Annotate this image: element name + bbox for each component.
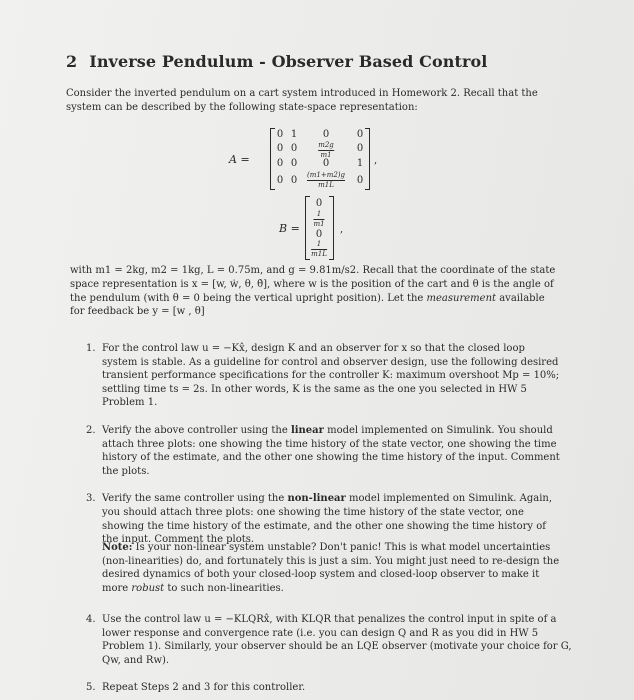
b4-numerator: 1 [316, 240, 322, 248]
note-label: Note: [102, 542, 133, 553]
matrix-b-right-bracket [329, 196, 334, 260]
note-text-post: to such non-linearities. [167, 582, 284, 594]
item-text-pre: Verify the above controller using the [102, 424, 288, 436]
b1: 0 [315, 198, 323, 209]
a43-numerator: (m1+m2)g [307, 171, 345, 179]
list-item [86, 424, 561, 478]
a21: 0 [276, 143, 284, 154]
a14: 0 [356, 129, 364, 140]
item-number: 5. [86, 682, 96, 693]
a31: 0 [276, 158, 284, 169]
matrix-b-comma: , [340, 224, 344, 235]
list-item [86, 613, 577, 667]
a13: 0 [322, 129, 330, 140]
a24: 0 [356, 143, 364, 154]
a41: 0 [276, 175, 284, 186]
parameters-text-2: available for feedback be y = [w , θ] [70, 292, 545, 318]
a11: 0 [276, 129, 284, 140]
item-number: 2. [86, 424, 96, 436]
item-bold: linear [290, 424, 324, 436]
a43-denominator: m1L [318, 181, 334, 189]
a23-denominator: m1 [320, 151, 332, 159]
intro-paragraph: Consider the inverted pendulum on a cart system introduced in Homework 2. Recall that the system can be described by the following state-space representation: [66, 88, 538, 113]
matrix-b-left-bracket [305, 196, 310, 260]
item-text: Use the control law u = −KLQRx̂, with KLQR that penalizes the control input in spite of a lower response and convergence rate (i.e. you can design Q and R as you did in HW 5 Problem 1). Similarly, your observer should be an LQE observer (motivate your choice for G, Qw, and Rw). [102, 614, 572, 666]
matrix-b-label: B = [279, 222, 300, 235]
item-text: Repeat Steps 2 and 3 for this controller. [102, 682, 306, 693]
a44: 0 [356, 175, 364, 186]
item-text-post: model implemented on Simulink. You should attach three plots: one showing the time history of the state vector, one showing the time history of the estimate, and the other one showing the time history of the input. Comment the plots. [102, 424, 560, 477]
matrix-a-right-bracket [365, 128, 370, 190]
a23-fraction [318, 141, 334, 159]
item-number: 1. [86, 343, 96, 354]
a42: 0 [290, 175, 298, 186]
b2-fraction [313, 210, 324, 228]
a43-fraction [307, 171, 345, 189]
item-number: 4. [86, 614, 96, 625]
a23-numerator: m2g [318, 141, 334, 149]
matrix-a-comma: , [374, 155, 378, 166]
b4-denominator: m1L [311, 250, 327, 258]
b2-numerator: 1 [316, 210, 322, 218]
a33: 0 [322, 158, 330, 169]
item-text-post: model implemented on Simulink. Again, you should attach three plots: one showing the time history of the state vector, one showing the time history of the estimate, and the other one showing the time history of the input. Comment the plots. [102, 493, 553, 546]
list-item [86, 342, 561, 410]
a34: 1 [356, 158, 364, 169]
item-text-pre: Verify the same controller using the [102, 493, 285, 505]
parameters-text-1: with m1 = 2kg, m2 = 1kg, L = 0.75m, and g = 9.81m/s2. Recall that the coordinate of the state space representation is x = [w, ẇ, θ, θ̇], where w is the position of the cart and θ is the angle of the pendulum (with θ = 0 being the vertical upright position). Let the [70, 265, 556, 304]
list-item [86, 492, 561, 546]
note-emphasis: robust [131, 582, 165, 594]
list-item [86, 681, 577, 695]
item-number: 3. [86, 493, 96, 505]
section-heading [66, 52, 487, 71]
a22: 0 [290, 143, 298, 154]
section-title: Inverse Pendulum - Observer Based Control [89, 52, 488, 71]
item-text: For the control law u = −Kx̂, design K and an observer for x so that the closed loop system is stable. As a guideline for control and observer design, use the following desired transient performance specifications for the controller K: maximum overshoot Mp = 10%; settling time ts = 2s. In other words, K is the same as the one you selected in HW 5 Problem 1. [102, 343, 560, 409]
matrix-a-label: A = [229, 153, 250, 166]
measurement-emphasis: measurement [426, 292, 497, 304]
parameters-paragraph [70, 264, 562, 319]
note-text-pre: Is your non-linear system unstable? Don't panic! This is what model uncertainties (non-linearities) do, and fortunately this is just a sim. You might just need to re-design the desired dynamics of both your closed-loop system and closed-loop observer to make it more [102, 542, 560, 594]
item-bold: non-linear [287, 493, 346, 505]
a32: 0 [290, 158, 298, 169]
section-number: 2 [66, 52, 78, 71]
note-paragraph [102, 541, 560, 595]
a12: 1 [290, 129, 298, 140]
b3: 0 [315, 229, 323, 240]
b2-denominator: m1 [313, 220, 325, 228]
b4-fraction [311, 240, 327, 258]
task-list [86, 342, 561, 559]
matrix-a-left-bracket [270, 128, 275, 190]
